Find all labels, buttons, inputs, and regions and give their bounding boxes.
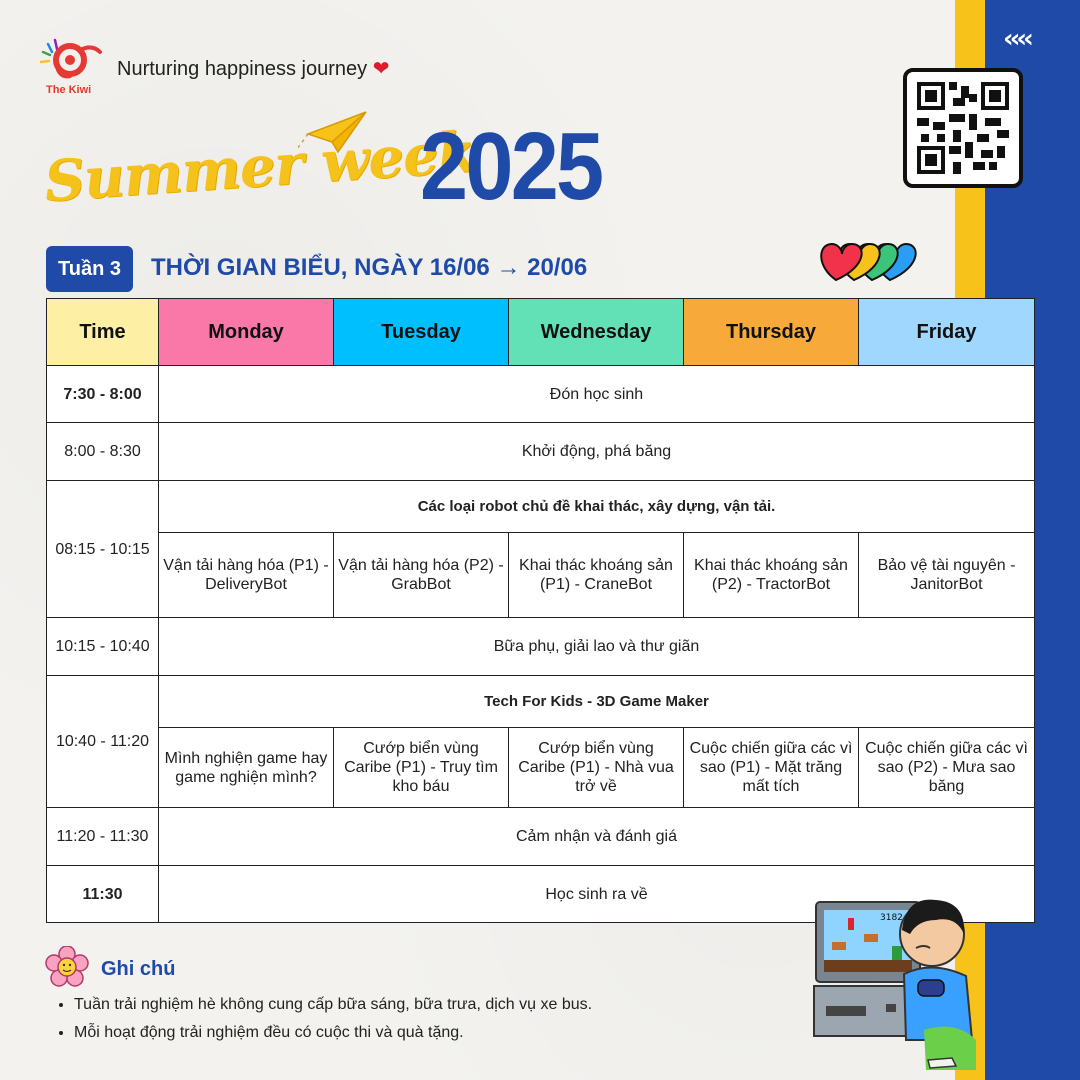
tagline-text: Nurturing happiness journey (117, 58, 368, 80)
heart-icon: ❤ (372, 58, 390, 80)
activity-cell: Cảm nhận và đánh giá (159, 808, 1035, 866)
header-friday: Friday (859, 299, 1035, 366)
time-cell: 8:00 - 8:30 (47, 423, 159, 481)
table-row (47, 366, 1035, 423)
table-row (47, 728, 1035, 808)
schedule-table (46, 298, 1035, 923)
note-item: • Tuần trải nghiệm hè không cung cấp bữa sáng, bữa trưa, dịch vụ xe bus. (74, 996, 592, 1014)
gamer-kid-illustration (806, 890, 976, 1070)
table-row (47, 676, 1035, 728)
tagline (117, 56, 389, 81)
notes-title: Ghi chú (101, 958, 176, 980)
monday-cell: Vận tải hàng hóa (P1) - DeliveryBot (159, 533, 334, 618)
table-row (47, 618, 1035, 676)
tuesday-cell: Cướp biển vùng Caribe (P1) - Truy tìm kho báu (334, 728, 509, 808)
time-cell: 10:15 - 10:40 (47, 618, 159, 676)
header-monday: Monday (159, 299, 334, 366)
note-item: • Mỗi hoạt động trải nghiệm đều có cuộc thi và quà tặng. (74, 1024, 592, 1042)
friday-cell: Bảo vệ tài nguyên - JanitorBot (859, 533, 1035, 618)
header-time: Time (47, 299, 159, 366)
time-cell: 11:30 (47, 866, 159, 923)
table-header-row (47, 299, 1035, 366)
activity-cell: Đón học sinh (159, 366, 1035, 423)
week-badge: Tuần 3 (46, 246, 133, 292)
wednesday-cell: Cướp biển vùng Caribe (P1) - Nhà vua trở về (509, 728, 684, 808)
title-year: 2025 (420, 113, 602, 220)
time-cell: 08:15 - 10:15 (47, 481, 159, 618)
table-row (47, 808, 1035, 866)
activity-cell: Học sinh ra về (159, 866, 1035, 923)
table-row (47, 423, 1035, 481)
friday-cell: Cuộc chiến giữa các vì sao (P2) - Mưa sao băng (859, 728, 1035, 808)
topic-cell: Các loại robot chủ đề khai thác, xây dựng, vận tải. (159, 481, 1035, 533)
header-tuesday: Tuesday (334, 299, 509, 366)
thursday-cell: Khai thác khoáng sản (P2) - TractorBot (684, 533, 859, 618)
game-score: 3182 (880, 913, 903, 923)
qr-code-icon (917, 82, 1009, 174)
table-row (47, 533, 1035, 618)
title-script: Summer week (42, 119, 478, 215)
activity-cell: Bữa phụ, giải lao và thư giãn (159, 618, 1035, 676)
time-cell: 10:40 - 11:20 (47, 676, 159, 808)
topic-cell: Tech For Kids - 3D Game Maker (159, 676, 1035, 728)
tuesday-cell: Vận tải hàng hóa (P2) - GrabBot (334, 533, 509, 618)
hearts-icon (812, 236, 924, 284)
qr-code[interactable] (903, 68, 1023, 188)
week-heading: THỜI GIAN BIỂU, NGÀY 16/06 → 20/06 (151, 254, 588, 281)
notes-list (52, 996, 592, 1052)
header-thursday: Thursday (684, 299, 859, 366)
table-row (47, 481, 1035, 533)
time-cell: 11:20 - 11:30 (47, 808, 159, 866)
wednesday-cell: Khai thác khoáng sản (P1) - CraneBot (509, 533, 684, 618)
thursday-cell: Cuộc chiến giữa các vì sao (P1) - Mặt trăng mất tích (684, 728, 859, 808)
activity-cell: Khởi động, phá băng (159, 423, 1035, 481)
flower-icon (44, 946, 90, 988)
header-wednesday: Wednesday (509, 299, 684, 366)
monday-cell: Mình nghiện game hay game nghiện mình? (159, 728, 334, 808)
time-cell: 7:30 - 8:00 (47, 366, 159, 423)
logo-text: The Kiwi (46, 84, 92, 96)
back-chevrons-icon[interactable]: ‹‹‹‹ (1003, 24, 1030, 54)
